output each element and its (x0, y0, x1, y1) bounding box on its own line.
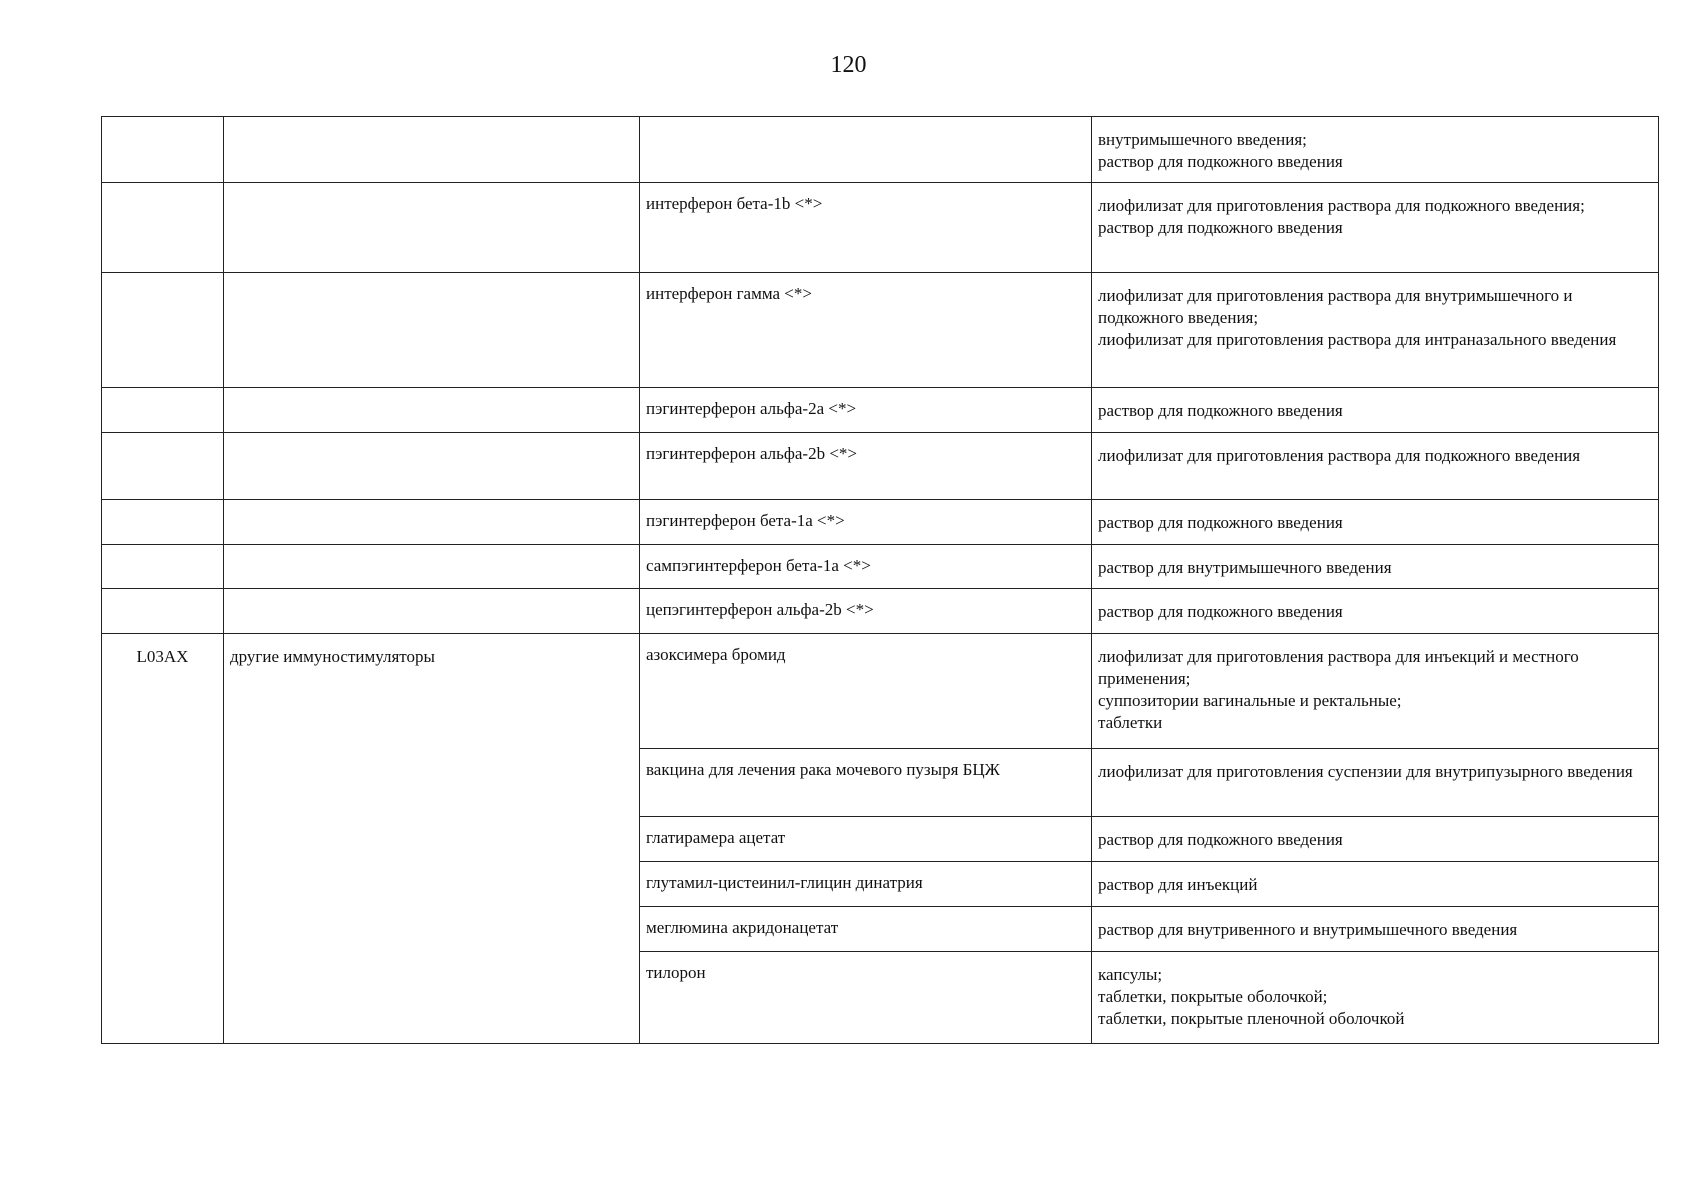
medication-table (101, 116, 1659, 1044)
dosage-form-line: лиофилизат для приготовления раствора для инъекций и местного применения; (1098, 647, 1579, 688)
drug-name-cell (640, 117, 1092, 183)
atc-code-cell (102, 273, 224, 388)
table-row (102, 634, 1659, 749)
dosage-form-cell (1092, 388, 1659, 433)
group-name-cell: другие иммуностимуляторы (224, 634, 640, 1044)
drug-name-cell: интерферон бета-1b <*> (640, 183, 1092, 273)
dosage-form-cell (1092, 433, 1659, 500)
dosage-form-cell (1092, 273, 1659, 388)
dosage-form-cell (1092, 183, 1659, 273)
atc-code-cell (102, 500, 224, 545)
table-row (102, 117, 1659, 183)
drug-name-cell: меглюмина акридонацетат (640, 907, 1092, 952)
atc-code-cell (102, 589, 224, 634)
drug-name-cell: глатирамера ацетат (640, 817, 1092, 862)
table-row (102, 545, 1659, 589)
drug-name-cell: интерферон гамма <*> (640, 273, 1092, 388)
drug-name-cell: пэгинтерферон альфа-2a <*> (640, 388, 1092, 433)
group-name-cell (224, 545, 640, 589)
dosage-form-cell (1092, 500, 1659, 545)
dosage-form-line: раствор для внутримышечного введения (1098, 558, 1392, 577)
table-row (102, 500, 1659, 545)
table-row (102, 433, 1659, 500)
drug-name-cell: сампэгинтерферон бета-1a <*> (640, 545, 1092, 589)
atc-code-cell (102, 117, 224, 183)
dosage-form-line: раствор для внутривенного и внутримышечного введения (1098, 920, 1518, 939)
drug-name-cell: глутамил-цистеинил-глицин динатрия (640, 862, 1092, 907)
dosage-form-line: таблетки (1098, 713, 1163, 732)
atc-code-cell (102, 183, 224, 273)
atc-code-cell: L03AX (102, 634, 224, 1044)
dosage-form-cell (1092, 634, 1659, 749)
dosage-form-line: лиофилизат для приготовления раствора для подкожного введения (1098, 446, 1581, 465)
dosage-form-line: таблетки, покрытые пленочной оболочкой (1098, 1009, 1405, 1028)
dosage-form-line: таблетки, покрытые оболочкой; (1098, 987, 1328, 1006)
dosage-form-line: раствор для подкожного введения (1098, 830, 1343, 849)
table-row (102, 589, 1659, 634)
dosage-form-line: раствор для подкожного введения (1098, 602, 1343, 621)
dosage-form-line: раствор для подкожного введения (1098, 218, 1343, 237)
dosage-form-cell (1092, 545, 1659, 589)
dosage-form-line: лиофилизат для приготовления раствора для внутримышечного и подкожного введения; (1098, 286, 1573, 327)
page-number: 120 (830, 52, 867, 78)
group-name-cell (224, 433, 640, 500)
drug-name-cell: пэгинтерферон альфа-2b <*> (640, 433, 1092, 500)
group-name-cell (224, 500, 640, 545)
dosage-form-cell (1092, 862, 1659, 907)
drug-name-cell: тилорон (640, 952, 1092, 1044)
dosage-form-cell (1092, 117, 1659, 183)
dosage-form-line: раствор для подкожного введения (1098, 152, 1343, 171)
drug-name-cell: вакцина для лечения рака мочевого пузыря БЦЖ (640, 749, 1092, 817)
dosage-form-line: раствор для инъекций (1098, 875, 1258, 894)
dosage-form-cell (1092, 749, 1659, 817)
dosage-form-cell (1092, 952, 1659, 1044)
table-row (102, 273, 1659, 388)
dosage-form-line: лиофилизат для приготовления суспензии для внутрипузырного введения (1098, 762, 1633, 781)
drug-name-cell: азоксимера бромид (640, 634, 1092, 749)
atc-code-cell (102, 388, 224, 433)
group-name-cell (224, 273, 640, 388)
dosage-form-line: внутримышечного введения; (1098, 130, 1307, 149)
group-name-cell (224, 117, 640, 183)
dosage-form-line: суппозитории вагинальные и ректальные; (1098, 691, 1402, 710)
dosage-form-cell (1092, 589, 1659, 634)
group-name-cell (224, 589, 640, 634)
group-name-cell (224, 183, 640, 273)
drug-name-cell: пэгинтерферон бета-1a <*> (640, 500, 1092, 545)
dosage-form-cell (1092, 907, 1659, 952)
atc-code-cell (102, 433, 224, 500)
dosage-form-cell (1092, 817, 1659, 862)
table-row (102, 183, 1659, 273)
atc-code-cell (102, 545, 224, 589)
dosage-form-line: капсулы; (1098, 965, 1163, 984)
dosage-form-line: раствор для подкожного введения (1098, 401, 1343, 420)
dosage-form-line: лиофилизат для приготовления раствора для подкожного введения; (1098, 196, 1585, 215)
table-row (102, 388, 1659, 433)
drug-name-cell: цепэгинтерферон альфа-2b <*> (640, 589, 1092, 634)
group-name-cell (224, 388, 640, 433)
dosage-form-line: лиофилизат для приготовления раствора для интраназального введения (1098, 330, 1617, 349)
dosage-form-line: раствор для подкожного введения (1098, 513, 1343, 532)
